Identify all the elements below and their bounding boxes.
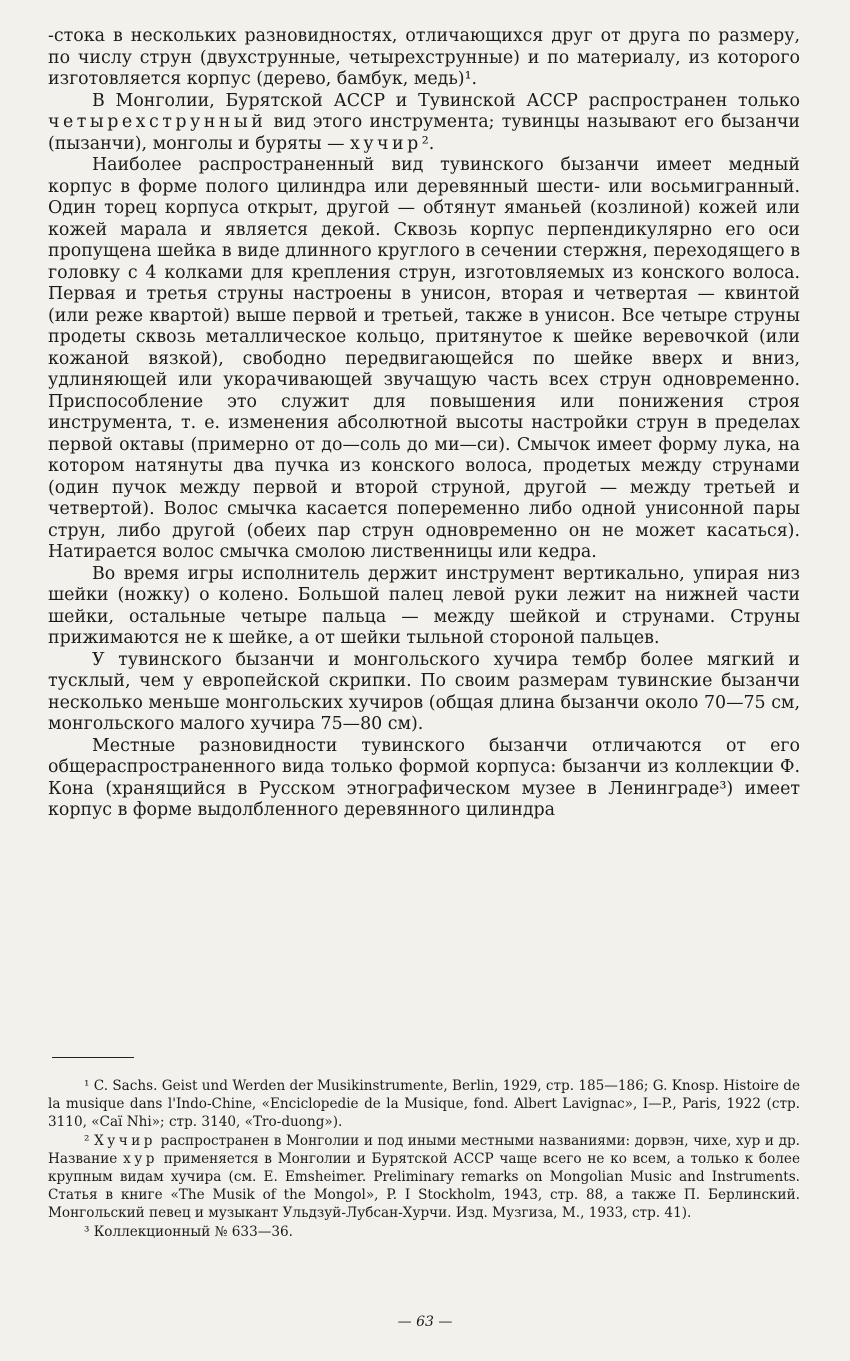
paragraph-3: Наиболее распространенный вид тувинского бызанчи имеет медный корпус в форме полого цилиндра или деревянный шести- или восьмигранный. Один торец корпуса открыт, другой — обтянут яманьей (козлиной) кожей или кожей марала и является декой. Сквозь корпус перпендикулярно его оси пропущена шейка в виде длинного круглого в сечении стержня, переходящего в головку с 4 колками для крепления струн, изготовляемых из конского волоса. Первая и третья струны настроены в унисон, вторая и четвертая — квинтой (или реже квартой) выше первой и третьей, также в унисон. Все четыре струны продеты сквозь металлическое кольцо, притянутое к шейке веревочкой (или кожаной вязкой), свободно передвигающейся по шейке вверх и вниз, удлиняющей или укорачивающей звучащую часть всех струн одновременно. Приспособление это служит для повышения или понижения строя инструмента, т. е. изменения абсолютной высоты настройки струн в пределах первой октавы (примерно от до—соль до ми—си). Смычок имеет форму лука, на котором натянуты два пучка из конского волоса, продетых между струнами (один пучок между первой и второй струной, другой — между третьей и четвертой). Волос смычка касается попеременно либо одной унисонной пары струн, либо другой (обеих пар струн одновременно он не может касаться). Натирается волос смычка смолою лиственницы или кедра. (48, 155, 800, 562)
paragraph-2-part-c: ². (421, 133, 435, 154)
paragraph-2-part-a: В Монголии, Бурятской АССР и Тувинской АССР распространен только (92, 90, 800, 111)
page-number: — 63 — (397, 1314, 453, 1330)
paragraph-1: -стока в нескольких разновидностях, отличающихся друг от друга по размеру, по числу струн (двухструнные, четырехструнные) и по материалу, из которого изготовляется корпус (дерево, бамбук, медь)¹. (48, 26, 800, 89)
footnote-2 (48, 1132, 800, 1223)
footnote-2-spaced-term: Хучир (94, 1132, 157, 1149)
footnote-1: ¹ C. Sachs. Geist und Werden der Musikinstrumente, Berlin, 1929, стр. 185—186; G. Knosp. Histoire de la musique dans l'Indo-Chine, «Enciclopedie de la Musique, fond. Albert Lavignac», I—P., Paris, 1922 (стр. 3110, «Caï Nhi»; стр. 3140, «Tro-duong»). (48, 1078, 800, 1131)
footnote-separator (52, 1057, 134, 1058)
footnote-2-spaced-term-2: хур (123, 1150, 158, 1167)
footnote-2-part-c: применяется в Монголии и Бурятской АССР чаще всего не ко всем, а только к более крупным видам хучира (см. E. Emsheimer. Preliminary remarks on Mongolian Music and Instruments. Статья в книге «The Musik of the Mongol», P. I Stockholm, 1943, стр. 88, а также П. Берлинский. Монгольский певец и музыкант Ульдзуй-Лубсан-Хурчи. Изд. Музгиза, М., 1933, стр. 41). (48, 1150, 800, 1222)
footnote-2-part-b: распространен в Монголии и под иными местными названиями: дорвэн, чихе, хур и др. Название (48, 1132, 800, 1167)
paragraph-2 (48, 91, 800, 156)
footnotes (48, 1077, 800, 1241)
main-text (48, 26, 800, 822)
footnote-2-part-a: ² (84, 1132, 95, 1149)
paragraph-4: Во время игры исполнитель держит инструмент вертикально, упирая низ шейки (ножку) о колено. Большой палец левой руки лежит на нижней части шейки, остальные четыре пальца — между шейкой и струнами. Струны прижимаются не к шейке, а от шейки тыльной стороной пальцев. (48, 563, 800, 648)
footnote-3: ³ Коллекционный № 633—36. (84, 1223, 293, 1240)
spaced-term-khuchir: хучир (350, 133, 422, 154)
spaced-term-four-string: четырехструнный (48, 112, 267, 132)
paragraph-6: Местные разновидности тувинского бызанчи отличаются от его общераспространенного вида только формой корпуса: бызанчи из коллекции Ф. Кона (хранящийся в Русском этнографическом музее в Ленинграде³) имеет корпус в форме выдолбленного деревянного цилиндра (48, 735, 800, 820)
paragraph-2-part-b: вид этого инструмента; тувинцы называют его бызанчи (пызанчи), монголы и буряты — (48, 112, 800, 154)
paragraph-5: У тувинского бызанчи и монгольского хучира тембр более мягкий и тусклый, чем у европейской скрипки. По своим размерам тувинские бызанчи несколько меньше монгольских хучиров (общая длина бызанчи около 70—75 см, монгольского малого хучира 75—80 см). (48, 649, 800, 734)
